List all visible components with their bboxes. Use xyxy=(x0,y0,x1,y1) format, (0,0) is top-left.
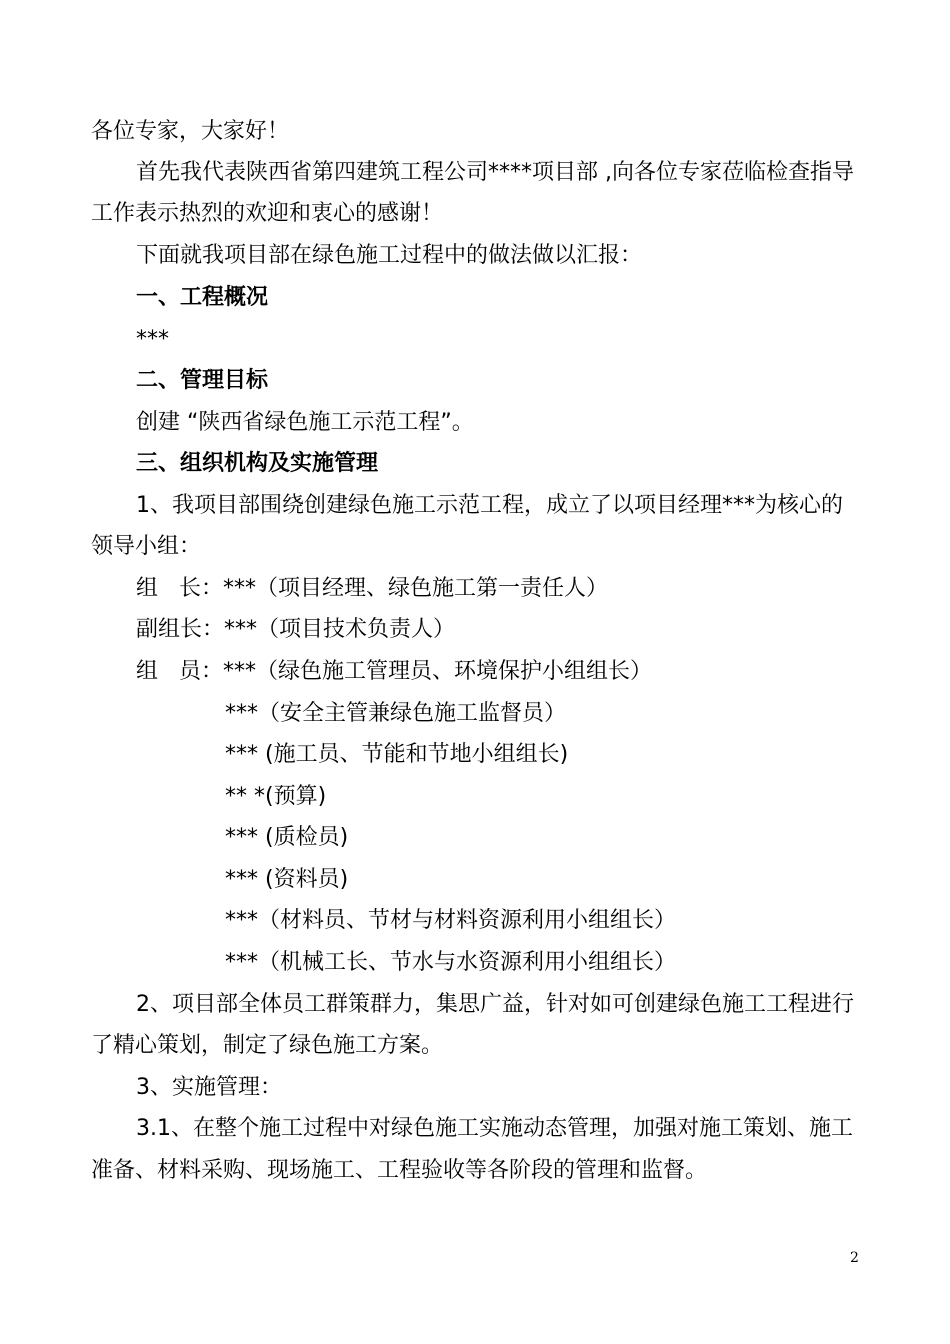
paragraph-3: 3、实施管理： xyxy=(136,1075,282,1100)
team-member-4: ** *(预算) xyxy=(225,784,327,809)
report-intro: 下面就我项目部在绿色施工过程中的做法做以汇报： xyxy=(136,243,643,268)
team-deputy-leader: 副组长：***（项目技术负责人） xyxy=(136,617,456,642)
team-member-1: 组 员：***（绿色施工管理员、环境保护小组组长） xyxy=(136,659,652,684)
paragraph-2-line-1: 2、项目部全体员工群策群力，集思广益，针对如可创建绿色施工工程进行 xyxy=(136,992,854,1017)
paragraph-2-line-2: 了精心策划，制定了绿色施工方案。 xyxy=(91,1033,444,1058)
paragraph-3-1-line-1: 3.1、在整个施工过程中对绿色施工实施动态管理，加强对施工策划、施工 xyxy=(136,1116,853,1141)
section-heading-1: 一、工程概况 xyxy=(136,285,269,310)
greeting: 各位专家，大家好！ xyxy=(91,119,290,144)
page-number: 2 xyxy=(850,1250,859,1266)
paragraph-1-line-2: 领导小组： xyxy=(91,534,202,559)
section-heading-3: 三、组织机构及实施管理 xyxy=(136,451,379,476)
team-member-5: *** (质检员) xyxy=(225,825,349,850)
team-leader: 组 长：***（项目经理、绿色施工第一责任人） xyxy=(136,576,608,601)
section-heading-2: 二、管理目标 xyxy=(136,368,269,393)
team-member-8: ***（机械工长、节水与水资源利用小组组长） xyxy=(225,950,677,975)
team-member-2: ***（安全主管兼绿色施工监督员） xyxy=(225,701,567,726)
paragraph-3-1-line-2: 准备、材料采购、现场施工、工程验收等各阶段的管理和监督。 xyxy=(91,1158,708,1183)
intro-paragraph-line-2: 工作表示热烈的欢迎和衷心的感谢！ xyxy=(91,201,444,226)
team-member-6: *** (资料员) xyxy=(225,867,349,892)
section-1-body: *** xyxy=(136,327,169,352)
team-member-3: *** (施工员、节能和节地小组组长) xyxy=(225,742,569,767)
section-2-body: 创建 “陕西省绿色施工示范工程”。 xyxy=(136,410,474,435)
paragraph-1-line-1: 1、我项目部围绕创建绿色施工示范工程，成立了以项目经理***为核心的 xyxy=(136,493,843,518)
intro-paragraph-line-1: 首先我代表陕西省第四建筑工程公司****项目部 ,向各位专家莅临检查指导 xyxy=(136,160,854,185)
team-member-7: ***（材料员、节材与材料资源利用小组组长） xyxy=(225,908,677,933)
